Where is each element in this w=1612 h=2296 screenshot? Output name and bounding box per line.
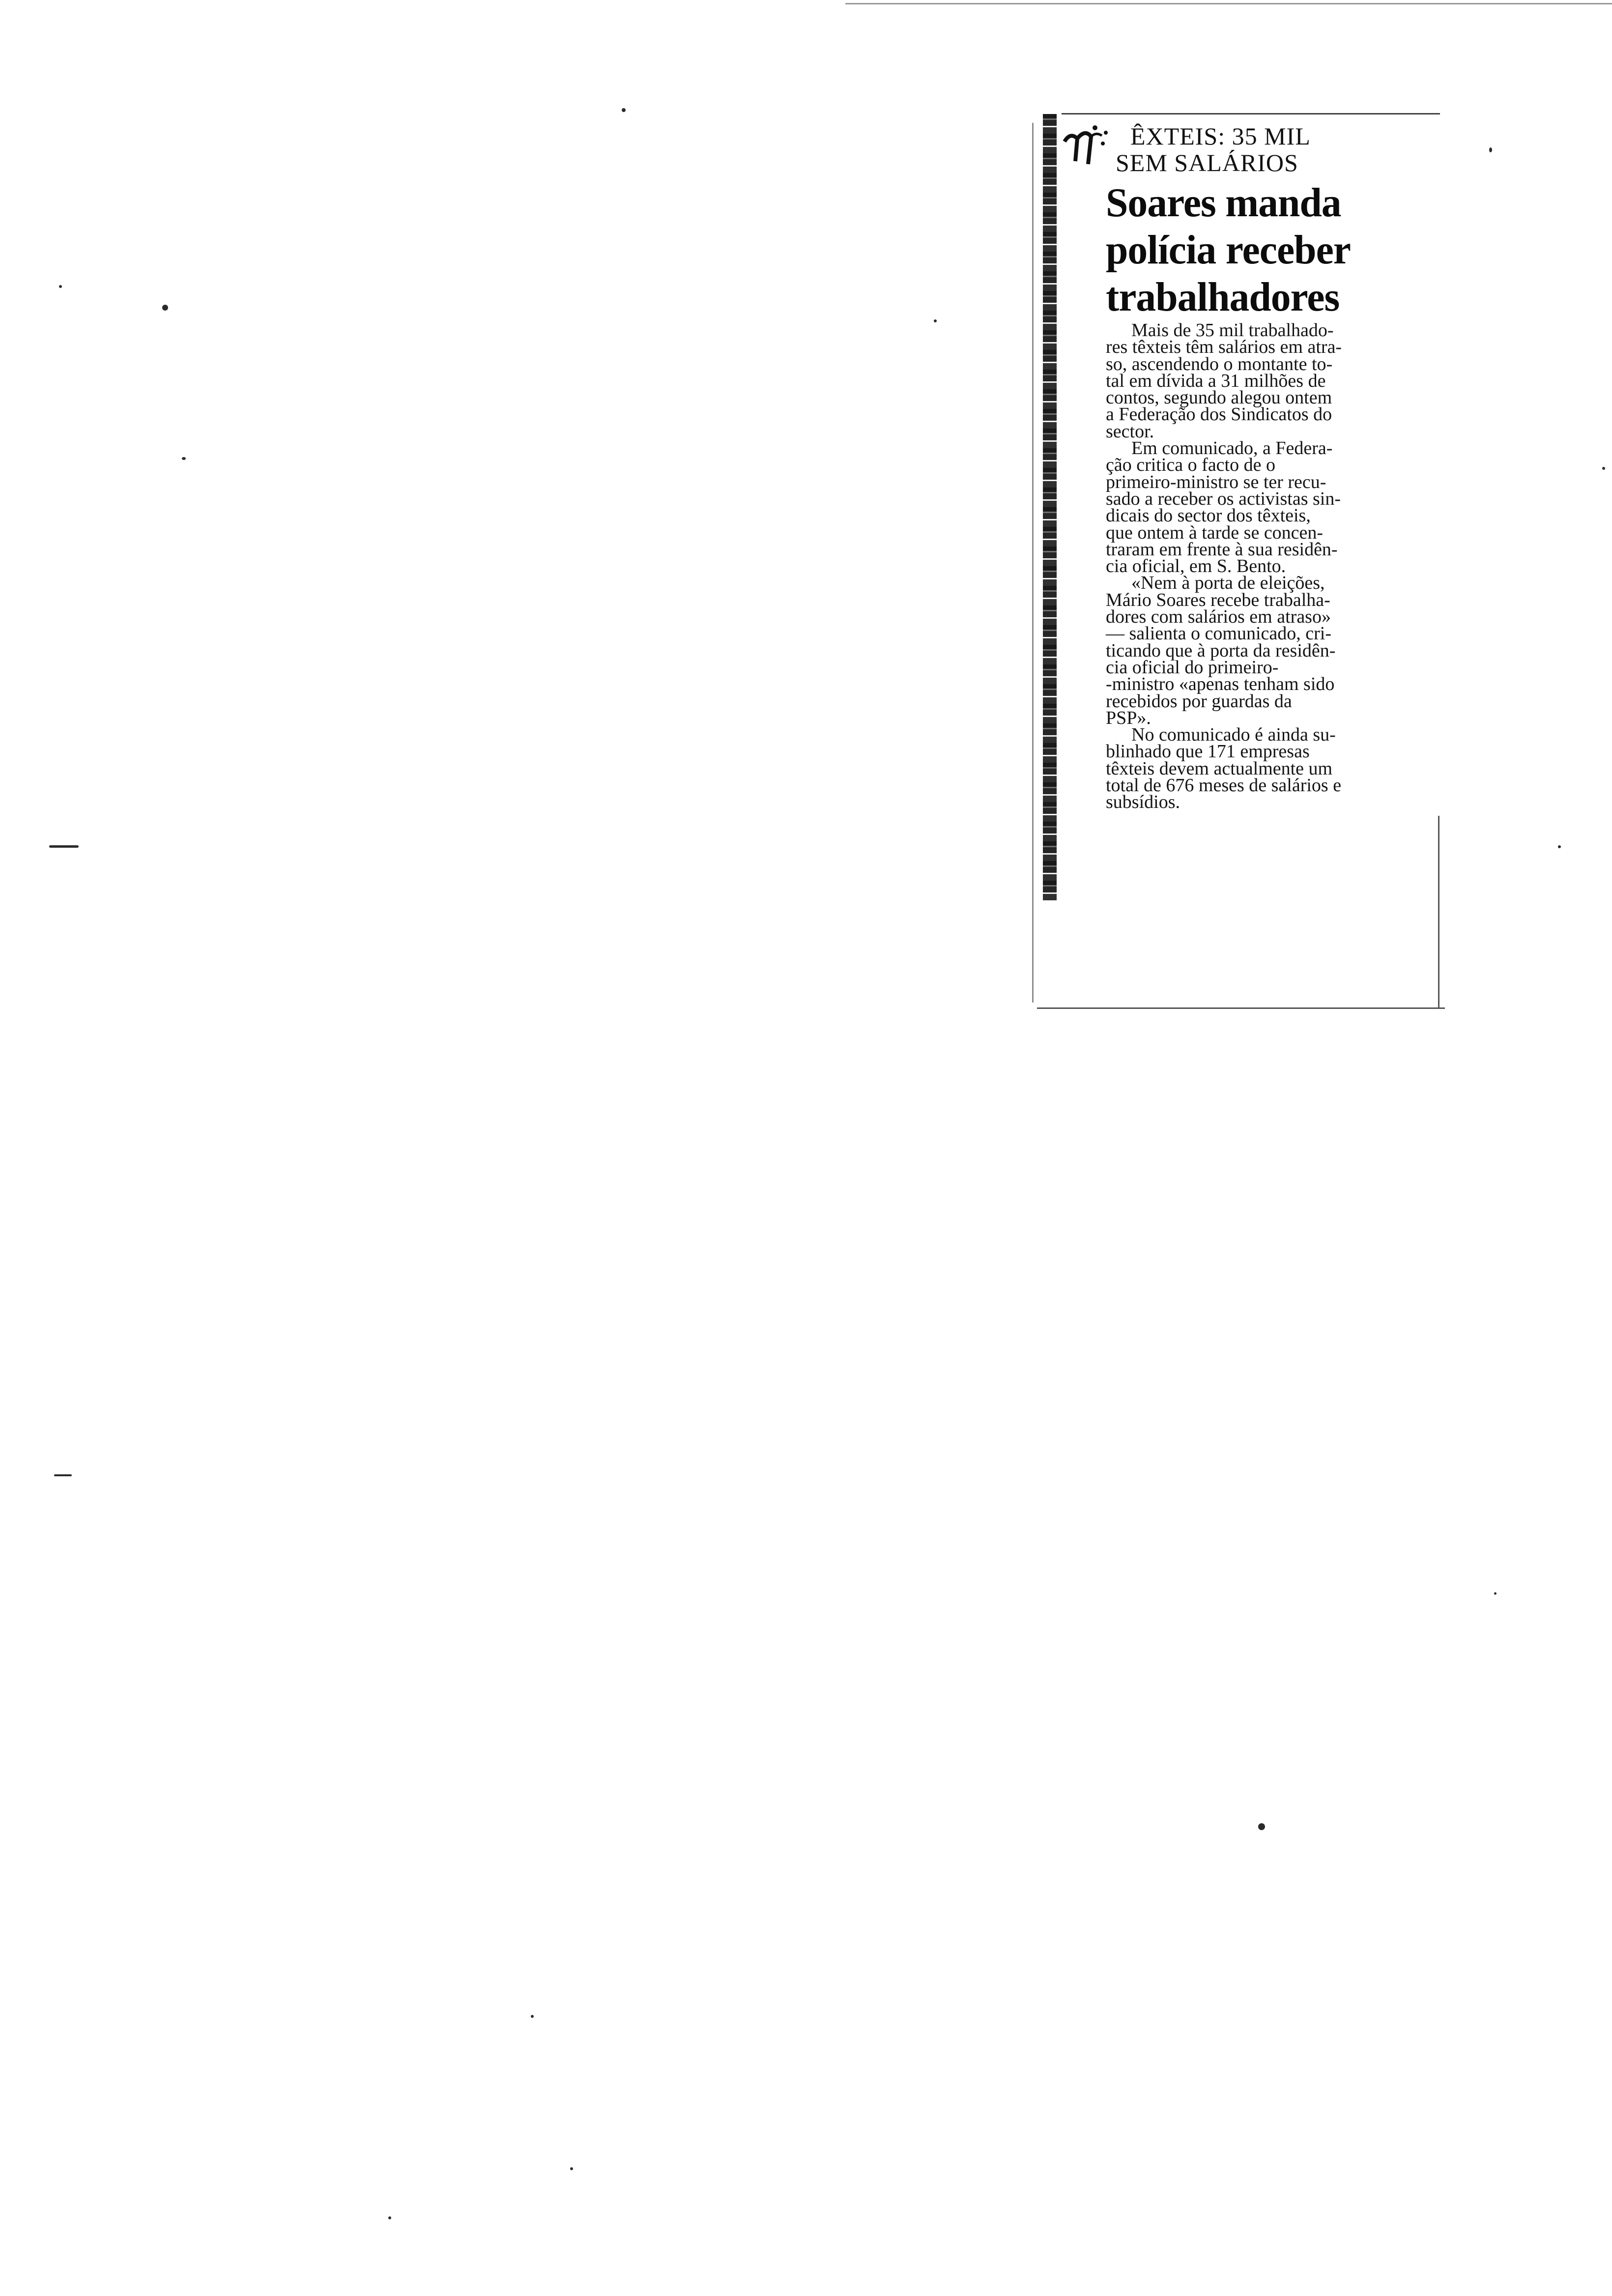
body-line: tal em dívida a 31 milhões de [1106, 370, 1326, 391]
body-line: contos, segundo alegou ontem [1106, 387, 1332, 408]
newspaper-clipping [1032, 108, 1438, 1007]
body-line: total de 676 meses de salários e [1106, 775, 1342, 796]
body-line: Mário Soares recebe trabalha- [1106, 589, 1330, 610]
body-line: ticando que à porta da residên- [1106, 640, 1336, 661]
body-line: cia oficial, em S. Bento. [1106, 556, 1286, 577]
clipping-bottom-rule [1037, 1007, 1445, 1009]
scan-speck [1558, 845, 1561, 848]
scan-speck [54, 1474, 72, 1476]
scan-speck [531, 2015, 534, 2018]
body-line: Mais de 35 mil trabalhado- [1131, 320, 1334, 341]
body-line: dicais do sector dos têxteis, [1106, 505, 1311, 526]
body-line: ção critica o facto de o [1106, 455, 1275, 476]
body-line: traram em frente à sua residên- [1106, 539, 1338, 560]
scan-speck [182, 457, 186, 460]
headline-line: polícia receber [1106, 227, 1351, 273]
body-line: dores com salários em atraso» [1106, 606, 1331, 628]
scan-speck [1258, 1823, 1265, 1830]
body-line: so, ascendendo o montante to- [1106, 353, 1333, 374]
scan-speck [570, 2167, 573, 2170]
scan-speck [388, 2216, 391, 2219]
body-line: res têxteis têm salários em atra- [1106, 337, 1342, 358]
headline-line: trabalhadores [1106, 274, 1340, 320]
kicker-line: ÊXTEIS: 35 MIL [1130, 122, 1311, 150]
body-line: a Federação dos Sindicatos do [1106, 404, 1332, 425]
body-line: sado a receber os activistas sin- [1106, 488, 1341, 509]
scan-speck [162, 305, 168, 311]
clipping-left-edge [1032, 123, 1034, 1003]
clipping-right-rule [1438, 816, 1439, 1007]
scan-speck [1602, 467, 1605, 470]
scan-speck [622, 108, 626, 112]
page-top-rule [845, 3, 1612, 4]
scan-speck [1489, 147, 1492, 152]
kicker-line: SEM SALÁRIOS [1116, 149, 1298, 176]
body-line: blinhado que 171 empresas [1106, 741, 1310, 762]
article-headline [1106, 179, 1440, 321]
body-line: -ministro «apenas tenham sido [1106, 674, 1335, 695]
body-line: subsídios. [1106, 792, 1180, 813]
body-line: «Nem à porta de eleições, [1131, 573, 1325, 594]
clipping-top-rule [1062, 113, 1440, 115]
clipping-edge-bar [1043, 114, 1057, 900]
body-line: têxteis devem actualmente um [1106, 758, 1333, 779]
body-line: que ontem à tarde se concen- [1106, 522, 1324, 543]
body-line: No comunicado é ainda su- [1131, 724, 1336, 746]
scan-speck [49, 845, 79, 848]
body-line: Em comunicado, a Federa- [1131, 438, 1333, 459]
body-line: PSP». [1106, 707, 1151, 728]
scan-speck [59, 285, 62, 288]
body-line: recebidos por guardas da [1106, 690, 1292, 712]
headline-line: Soares manda [1106, 180, 1341, 226]
body-line: sector. [1106, 421, 1154, 442]
body-line: primeiro-ministro se ter recu- [1106, 471, 1326, 492]
article-body [1106, 322, 1420, 811]
scan-speck [934, 319, 937, 322]
body-line: cia oficial do primeiro- [1106, 657, 1279, 678]
scan-speck [1494, 1592, 1497, 1595]
article-kicker [1101, 123, 1435, 176]
body-line: — salienta o comunicado, cri- [1106, 623, 1332, 644]
